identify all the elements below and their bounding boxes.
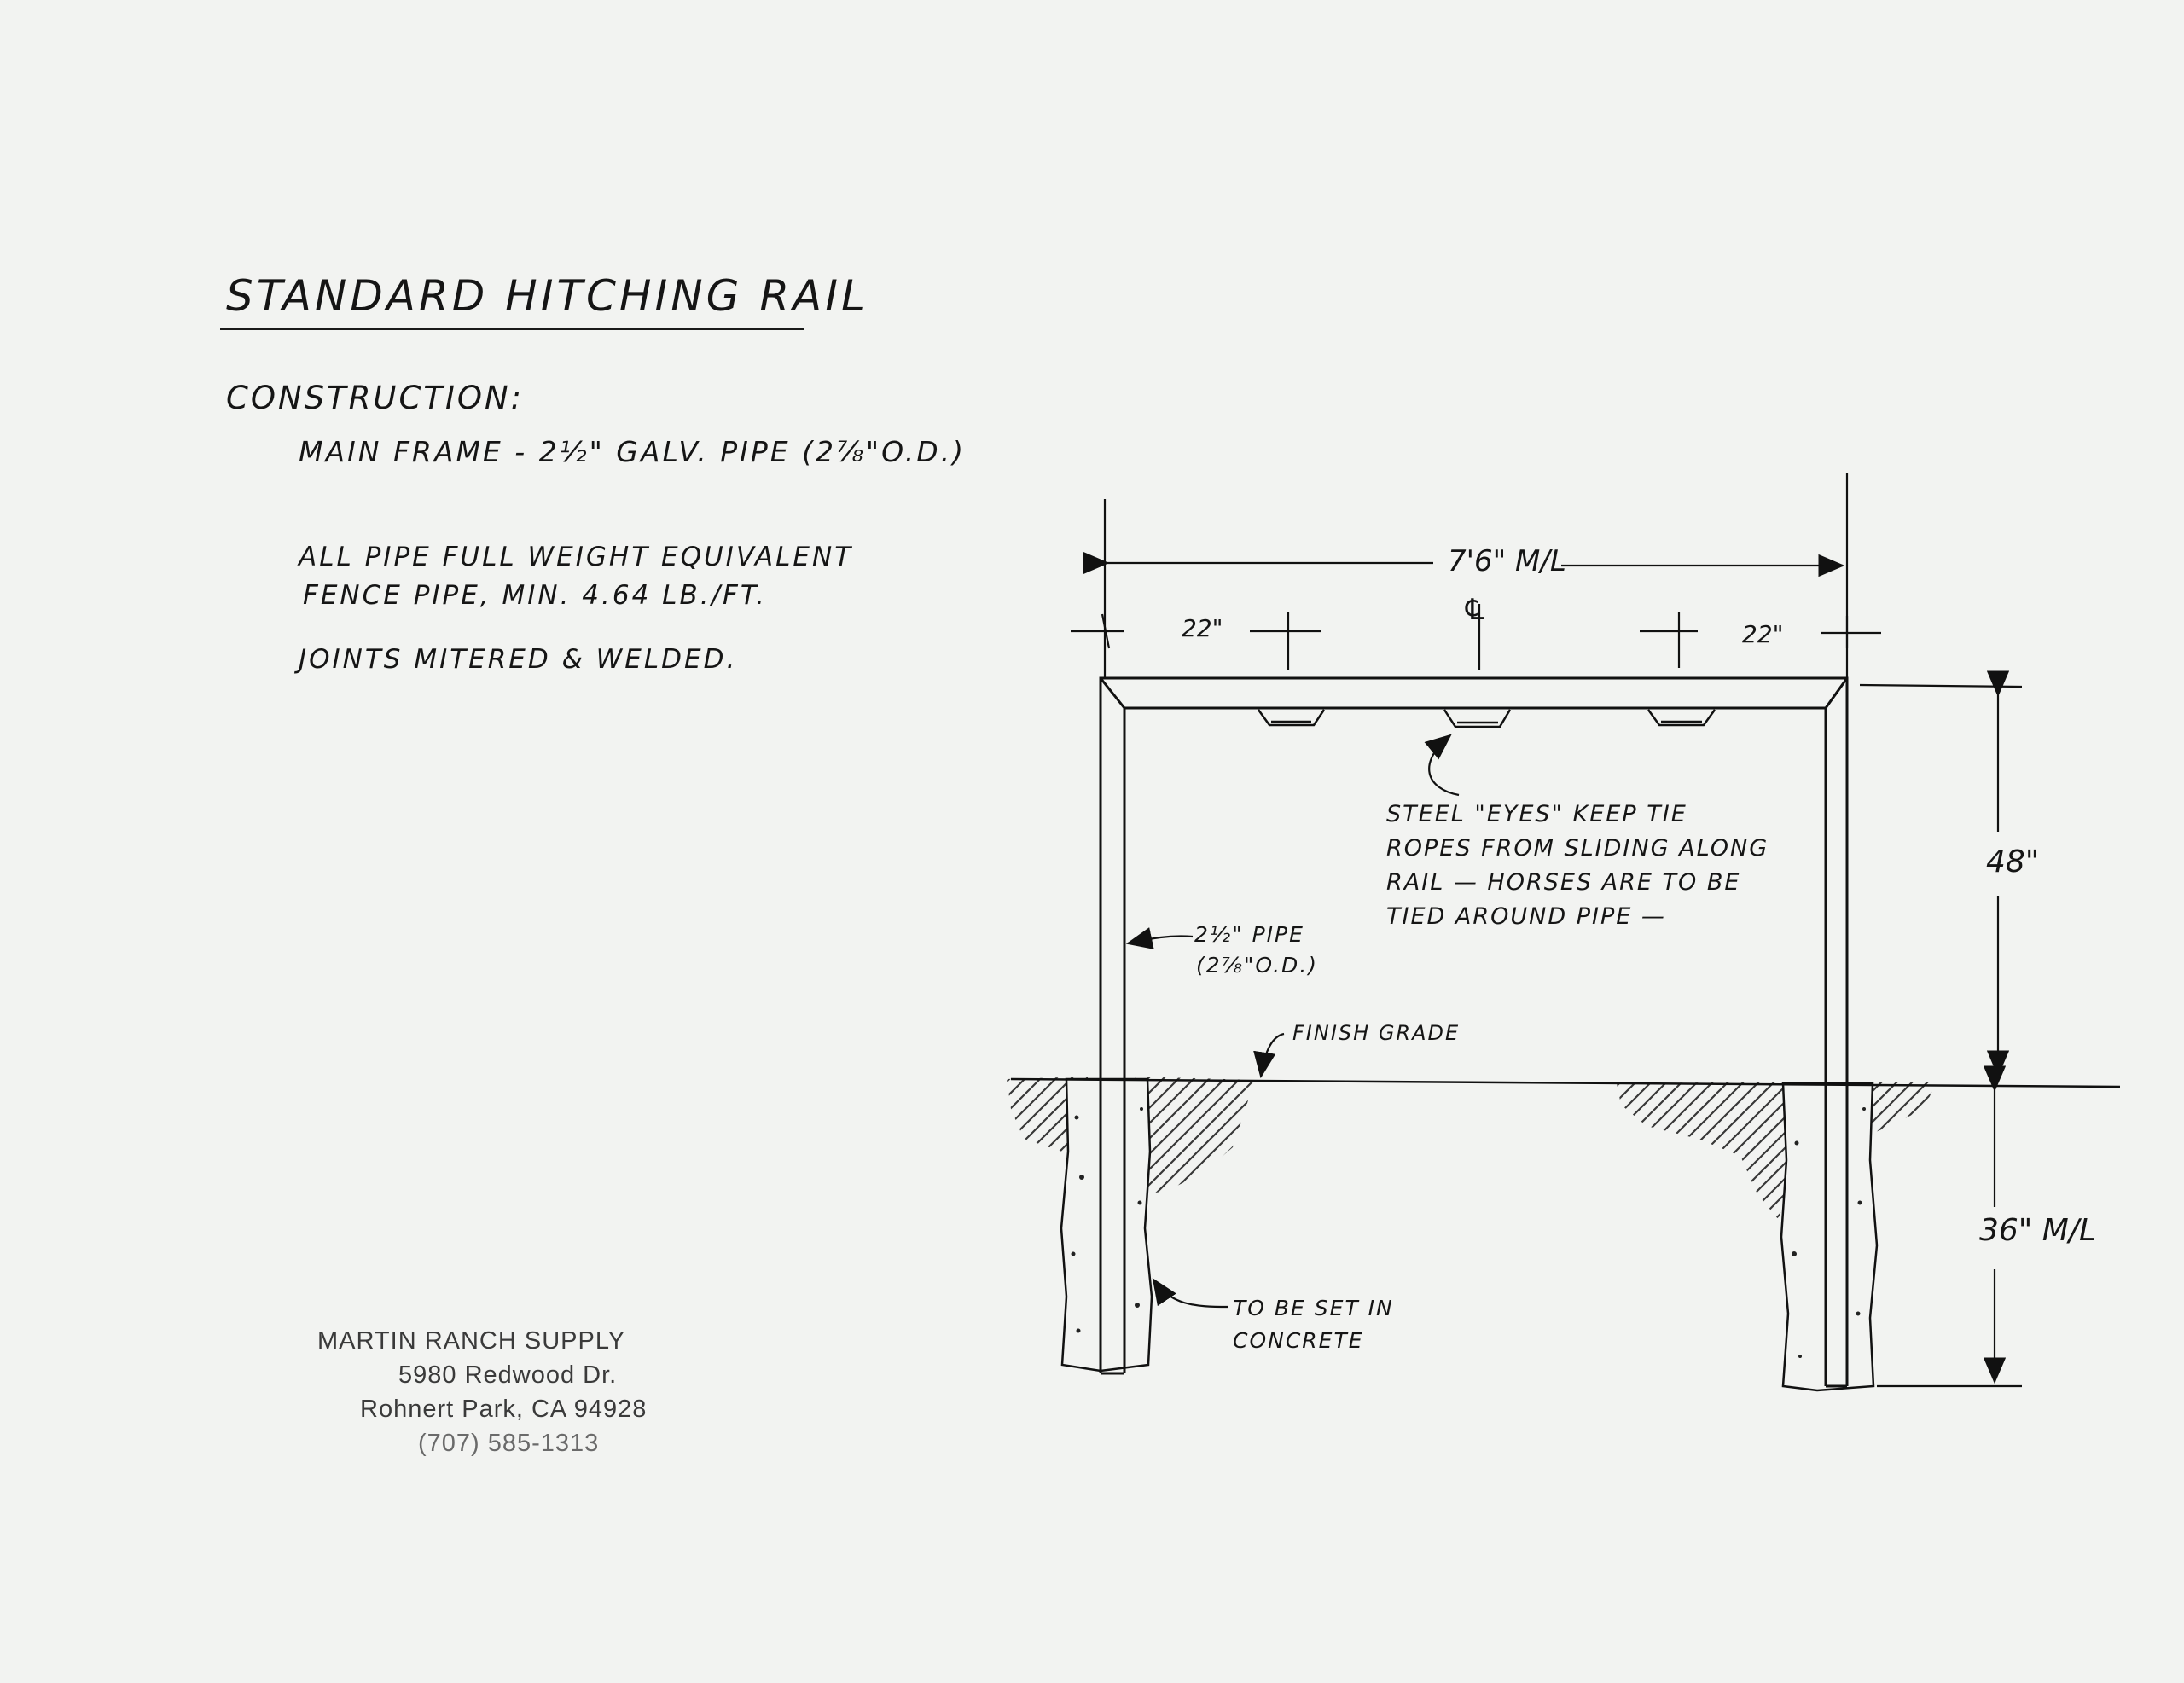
- centerline-symbol: ℄: [1466, 593, 1484, 627]
- steel-eyes-note-line: TIED AROUND PIPE —: [1386, 903, 1666, 930]
- main-frame-spec: MAIN FRAME - 2½" GALV. PIPE (2⅞"O.D.): [299, 435, 967, 468]
- supplier-stamp: [317, 1327, 647, 1464]
- depth-below-grade-dimension: 36" M/L: [1979, 1213, 2097, 1248]
- steel-eyes-note-line: STEEL "EYES" KEEP TIE: [1386, 801, 1687, 827]
- joints-spec: JOINTS MITERED & WELDED.: [299, 644, 738, 675]
- concrete-note-line: TO BE SET IN: [1233, 1296, 1394, 1320]
- supplier-street: 5980 Redwood Dr.: [398, 1361, 618, 1389]
- concrete-note: [1233, 1292, 1394, 1357]
- concrete-note-line: CONCRETE: [1233, 1328, 1364, 1353]
- construction-heading: CONSTRUCTION:: [226, 380, 525, 416]
- steel-eyes-note-line: ROPES FROM SLIDING ALONG: [1386, 835, 1769, 862]
- supplier-phone: (707) 585-1313: [418, 1430, 600, 1457]
- supplier-city: Rohnert Park, CA 94928: [360, 1396, 648, 1423]
- drawing-title: STANDARD HITCHING RAIL: [226, 271, 868, 321]
- main-frame: [1101, 678, 1847, 1386]
- overall-width-dimension: 7'6" M/L: [1448, 544, 1566, 578]
- pipe-weight-spec-line2: FENCE PIPE, MIN. 4.64 LB./FT.: [303, 580, 767, 611]
- right-eye-offset-dimension: 22": [1742, 620, 1784, 648]
- height-above-grade-dimension: 48": [1986, 844, 2040, 879]
- steel-eyes-note-line: RAIL — HORSES ARE TO BE: [1386, 869, 1741, 896]
- supplier-name: MARTIN RANCH SUPPLY: [317, 1327, 626, 1355]
- pipe-weight-spec-line1: ALL PIPE FULL WEIGHT EQUIVALENT: [299, 542, 854, 572]
- pipe-size-callout: [1194, 920, 1318, 981]
- left-eye-offset-dimension: 22": [1182, 614, 1223, 642]
- steel-eyes: [1258, 710, 1715, 727]
- pipe-size-callout-line: 2½" PIPE: [1194, 922, 1304, 947]
- finish-grade-label: FINISH GRADE: [1292, 1021, 1461, 1045]
- steel-eyes-note: [1386, 798, 1769, 934]
- pipe-size-callout-line: (2⅞"O.D.): [1196, 953, 1318, 978]
